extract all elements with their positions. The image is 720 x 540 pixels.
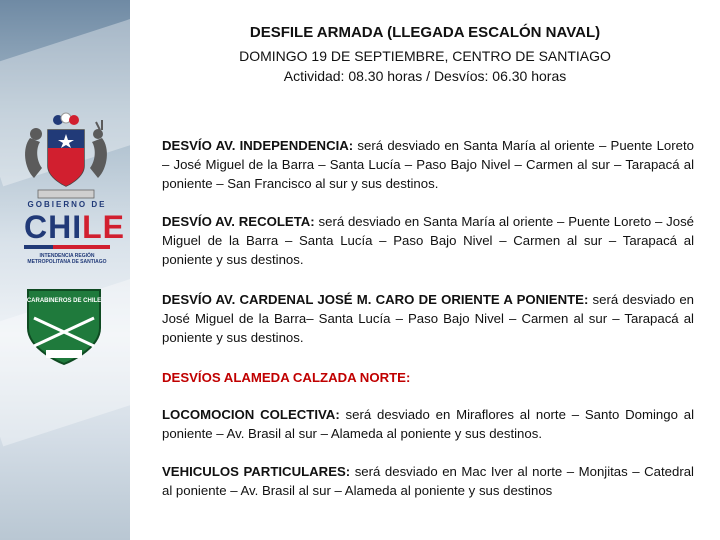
detour-locomocion-colectiva [162, 405, 694, 443]
detour-text: será desviado en Mac Iver al norte – Monjitas – Catedral al poniente – Av. Brasil al sur – Alameda al poniente y sus destinos [162, 464, 694, 498]
sidebar-logos [0, 0, 130, 540]
flag-stripe [24, 245, 110, 249]
alameda-heading: DESVÍOS ALAMEDA CALZADA NORTE: [162, 370, 411, 385]
detour-heading: DESVÍO AV. CARDENAL JOSÉ M. CARO DE ORIENTE A PONIENTE: [162, 292, 589, 307]
detour-independencia [162, 136, 694, 193]
coat-of-arms-icon [12, 108, 120, 204]
page-title: DESFILE ARMADA (LLEGADA ESCALÓN NAVAL) [249, 24, 601, 41]
detour-heading: LOCOMOCION COLECTIVA: [162, 407, 340, 422]
carabineros-logo [24, 284, 104, 368]
gobierno-top-text: GOBIERNO DE [27, 200, 107, 209]
carabineros-shield-icon [24, 284, 104, 368]
schedule-line: Actividad: 08.30 horas / Desvíos: 06.30 horas [283, 68, 567, 84]
gobierno-chile-wordmark [24, 209, 125, 245]
detour-heading: VEHICULOS PARTICULARES: [162, 464, 351, 479]
detour-heading: DESVÍO AV. INDEPENDENCIA: [162, 138, 354, 153]
detour-cardenal-caro [162, 290, 694, 347]
gobierno-de-chile-logo [24, 200, 125, 265]
detour-vehiculos-particulares [162, 462, 694, 500]
chile-red-letters: LE [82, 209, 125, 245]
detour-text: será desviado en Santa María al oriente – Puente Loreto – José Miguel de la Barra – Santa Lucía – Paso Bajo Nivel – Carmen al sur – Tarapacá al poniente – San Francisco al sur y sus destinos. [162, 138, 694, 191]
intendencia-text: INTENDENCIA REGIÓN METROPOLITANA DE SANTIAGO [27, 253, 107, 265]
chile-blue-letters: CHI [24, 209, 83, 245]
detour-text: será desviado en José Miguel de la Barra– Santa Lucía – Paso Bajo Nivel – Carmen al sur – Tarapacá al poniente y sus destinos. [162, 292, 694, 345]
page-subtitle: DOMINGO 19 DE SEPTIEMBRE, CENTRO DE SANTIAGO [239, 48, 611, 64]
detour-text: será desviado en Santa María al oriente – Puente Loreto – José Miguel de la Barra – Santa Lucía – Paso Bajo Nivel – Carmen al sur – Tarapacá al poniente y sus destinos. [162, 214, 694, 267]
detour-recoleta [162, 212, 694, 269]
carabineros-label: CARABINEROS DE CHILE [26, 298, 102, 304]
detour-heading: DESVÍO AV. RECOLETA: [162, 214, 315, 229]
detour-text: será desviado en Miraflores al norte – Santo Domingo al poniente – Av. Brasil al sur – Alameda al poniente y sus destinos. [162, 407, 694, 441]
